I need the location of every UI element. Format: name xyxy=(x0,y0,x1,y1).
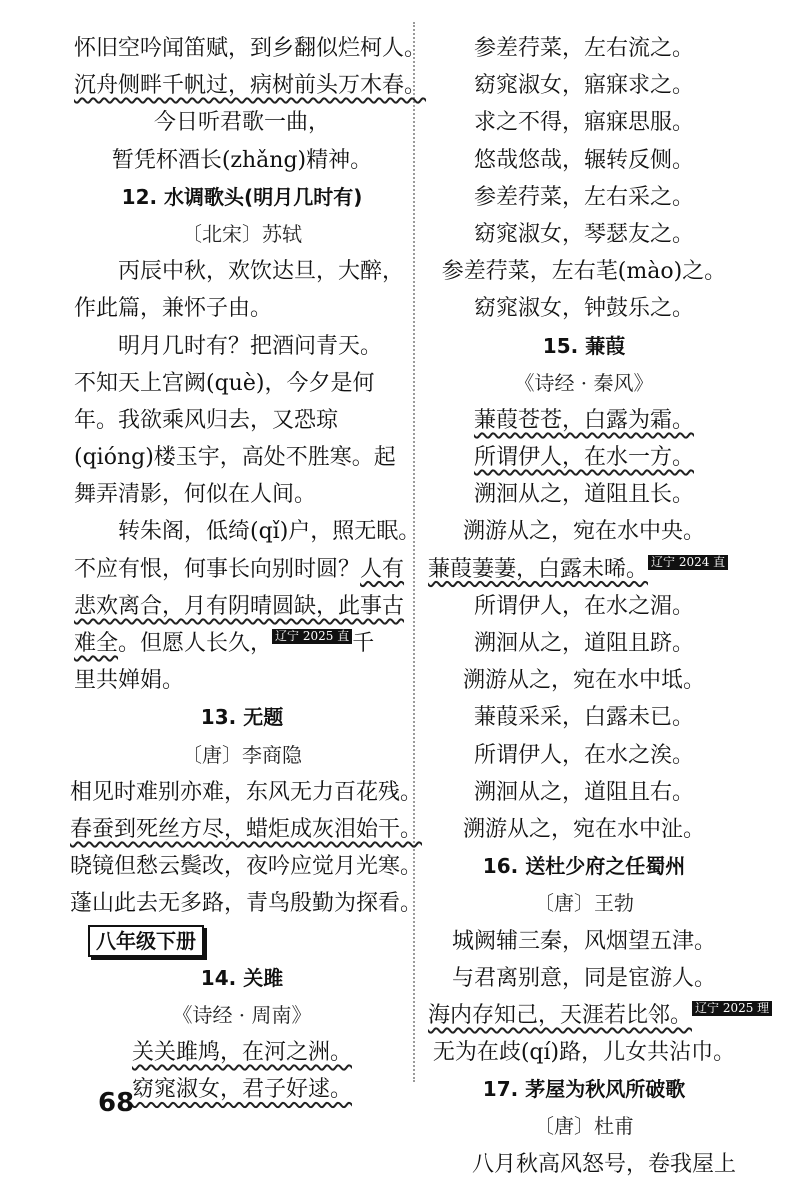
page-number: 68 xyxy=(98,1088,135,1118)
underlined-text: 海内存知己，天涯若比邻。 xyxy=(428,1002,693,1028)
preface-line: 作此篇，兼怀子由。 xyxy=(74,296,273,322)
poem-author: 〔北宋〕苏轼 xyxy=(182,221,302,246)
poem-line: 与君离别意，同是宦游人。 xyxy=(451,965,716,991)
poem-line: 窈窕淑女，寤寐求之。 xyxy=(473,73,694,99)
poem-line: 悠哉悠哉，辗转反侧。 xyxy=(473,147,694,173)
poem-line xyxy=(70,811,423,848)
poem-line: 里共婵娟。 xyxy=(74,668,185,694)
poem-title: 14. 关雎 xyxy=(200,965,284,990)
poem-line: 溯游从之，宛在水中央。 xyxy=(462,519,705,545)
underlined-text: 蒹葭苍苍，白露为霜。 xyxy=(473,407,694,433)
poem-line xyxy=(74,551,410,588)
preface-line: 丙辰中秋，欢饮达旦，大醉， xyxy=(118,259,405,285)
poem-author: 〔唐〕王勃 xyxy=(534,891,634,916)
poem-line: 城阙辅三秦，风烟望五津。 xyxy=(451,928,716,954)
poem-line: 所谓伊人，在水之湄。 xyxy=(473,593,694,619)
poem-line: 溯游从之，宛在水中沚。 xyxy=(462,816,705,842)
poem-line: 明月几时有？把酒问青天。 xyxy=(118,333,383,359)
underlined-text: 窈窕淑女，君子好逑。 xyxy=(131,1077,352,1103)
underlined-text: 悲欢离合，月有阴晴圆缺，此事古 xyxy=(74,593,405,619)
poem-title: 15. 蒹葭 xyxy=(542,333,626,358)
poem-line: 转朱阁，低绮(qǐ)户，照无眠。 xyxy=(118,519,421,545)
underlined-text: 沉舟侧畔千帆过，病树前头万木春。 xyxy=(74,73,427,99)
poem-line: 参差荇菜，左右流之。 xyxy=(473,36,694,61)
poem-line xyxy=(74,67,427,104)
exam-tag: 辽宁 2024 直 xyxy=(648,555,728,570)
poem-line: 怀旧空吟闻笛赋，到乡翻似烂柯人。 xyxy=(74,36,427,61)
poem-source: 《诗经 · 秦风》 xyxy=(514,370,654,395)
underlined-text: 难全 xyxy=(74,631,119,656)
poem-line xyxy=(74,625,410,662)
poem-line: 晓镜但愁云鬓改，夜吟应觉月光寒。 xyxy=(70,854,423,880)
exam-tag: 辽宁 2025 理 xyxy=(692,1001,772,1016)
text-segment: 不应有恨，何事长向别时圆？ xyxy=(74,556,361,582)
poem-line: 所谓伊人，在水之涘。 xyxy=(473,742,694,768)
section-header xyxy=(88,923,410,960)
exam-tag: 辽宁 2025 直 xyxy=(272,629,352,644)
poem-title: 16. 送杜少府之任蜀州 xyxy=(482,854,686,879)
poem-line: 参差荇菜，左右芼(mào)之。 xyxy=(441,259,727,285)
underlined-text: 蒹葭萋萋，白露未晞。 xyxy=(428,556,649,582)
poem-line: 求之不得，寤寐思服。 xyxy=(473,110,694,136)
poem-line: 年。我欲乘风归去，又恐琼 xyxy=(74,407,339,433)
text-segment: 。但愿人长久， xyxy=(118,631,273,656)
underlined-text: 关关雎鸠，在河之洲。 xyxy=(131,1040,352,1066)
poem-line: 溯游从之，宛在水中坻。 xyxy=(462,668,705,694)
right-column xyxy=(428,30,770,1183)
underlined-text: 春蚕到死丝方尽，蜡炬成灰泪始干。 xyxy=(70,816,423,842)
poem-line: 窈窕淑女，钟鼓乐之。 xyxy=(473,296,694,322)
underlined-text: 人有 xyxy=(360,556,405,582)
poem-line xyxy=(428,402,740,439)
poem-author: 〔唐〕杜甫 xyxy=(534,1114,634,1139)
poem-line: 八月秋高风怒号，卷我屋上 xyxy=(472,1151,737,1177)
poem-line xyxy=(428,997,770,1034)
poem-line: 舞弄清影，何似在人间。 xyxy=(74,482,317,508)
poem-title: 17. 茅屋为秋风所破歌 xyxy=(482,1077,686,1102)
poem-line: 蒹葭采采，白露未已。 xyxy=(473,705,694,731)
poem-source: 《诗经 · 周南》 xyxy=(172,1002,312,1027)
poem-line: 无为在歧(qí)路，儿女共沾巾。 xyxy=(432,1040,736,1066)
poem-line: 溯洄从之，道阻且长。 xyxy=(473,482,694,508)
poem-line: 不知天上宫阙(què)，今夕是何 xyxy=(74,370,375,396)
underlined-text: 所谓伊人，在水一方。 xyxy=(473,445,694,471)
poem-line xyxy=(74,588,410,625)
poem-line: 相见时难别亦难，东风无力百花残。 xyxy=(70,779,423,805)
poem-line: 今日听君歌一曲， xyxy=(153,110,330,136)
left-column xyxy=(70,30,427,1108)
column-divider xyxy=(413,22,415,1082)
poem-line: 参差荇菜，左右采之。 xyxy=(473,184,694,210)
poem-line: 蓬山此去无多路，青鸟殷勤为探看。 xyxy=(70,891,423,917)
poem-line: (qióng)楼玉宇，高处不胜寒。起 xyxy=(74,445,396,471)
poem-line: 暂凭杯酒长(zhǎng)精神。 xyxy=(111,147,373,173)
text-segment: 千 xyxy=(352,631,375,656)
poem-title: 13. 无题 xyxy=(200,705,284,730)
poem-line: 溯洄从之，道阻且右。 xyxy=(473,779,694,805)
poem-line: 窈窕淑女，琴瑟友之。 xyxy=(473,221,694,247)
poem-line xyxy=(428,551,740,588)
poem-line xyxy=(428,439,740,476)
poem-line: 溯洄从之，道阻且跻。 xyxy=(473,631,694,656)
poem-title: 12. 水调歌头(明月几时有) xyxy=(121,184,363,209)
grade-label: 八年级下册 xyxy=(88,925,204,957)
poem-line xyxy=(74,1034,410,1071)
poem-author: 〔唐〕李商隐 xyxy=(182,742,302,767)
